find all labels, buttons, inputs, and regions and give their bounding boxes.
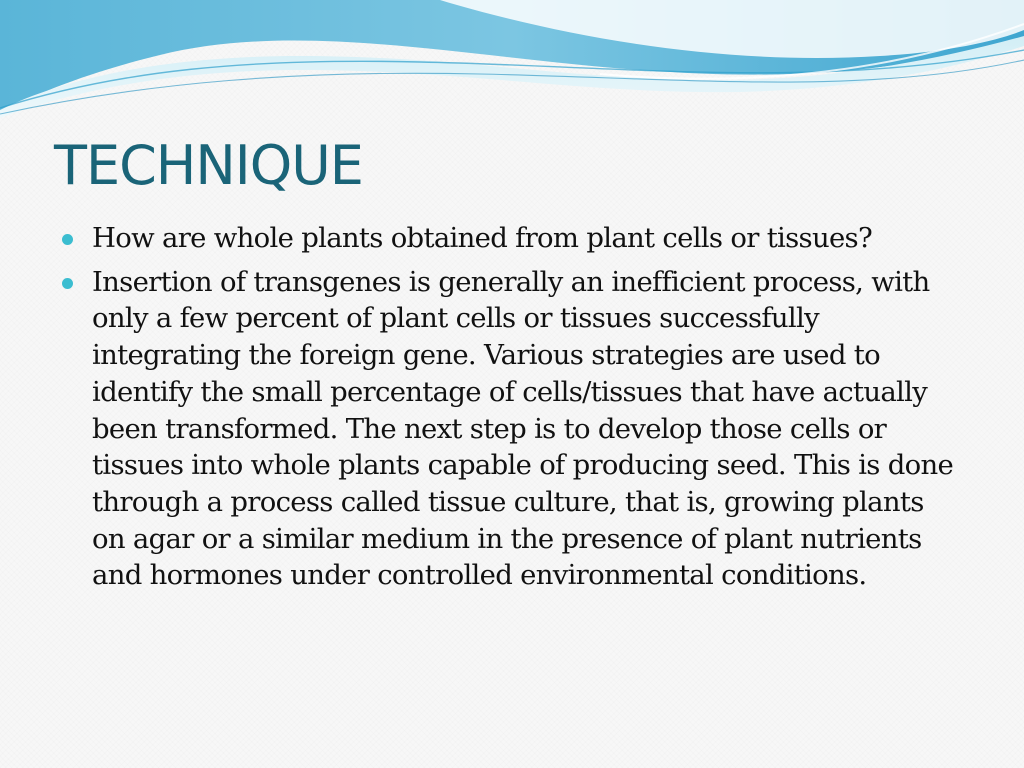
bullet-list [0,220,1024,601]
slide-title: TECHNIQUE [54,134,363,197]
header-wave-decoration [0,0,1024,130]
bullet-text: Insertion of transgenes is generally an inefficient process, with only a few percent of plant cells or tissues successfully integrating the foreign gene. Various strategies are used to identify the small percentage of cells/tissues that have actually been transformed. The next step is to develop those cells or tissues into whole plants capable of producing seed. This is done through a process called tissue culture, that is, growing plants on agar or a similar medium in the presence of plant nutrients and hormones under controlled environmental conditions. [92,265,954,592]
bullet-dot-icon [62,278,73,289]
bullet-item [0,264,1024,594]
bullet-item [0,220,1024,257]
bullet-text: How are whole plants obtained from plant cells or tissues? [92,222,873,254]
bullet-dot-icon [62,234,73,245]
